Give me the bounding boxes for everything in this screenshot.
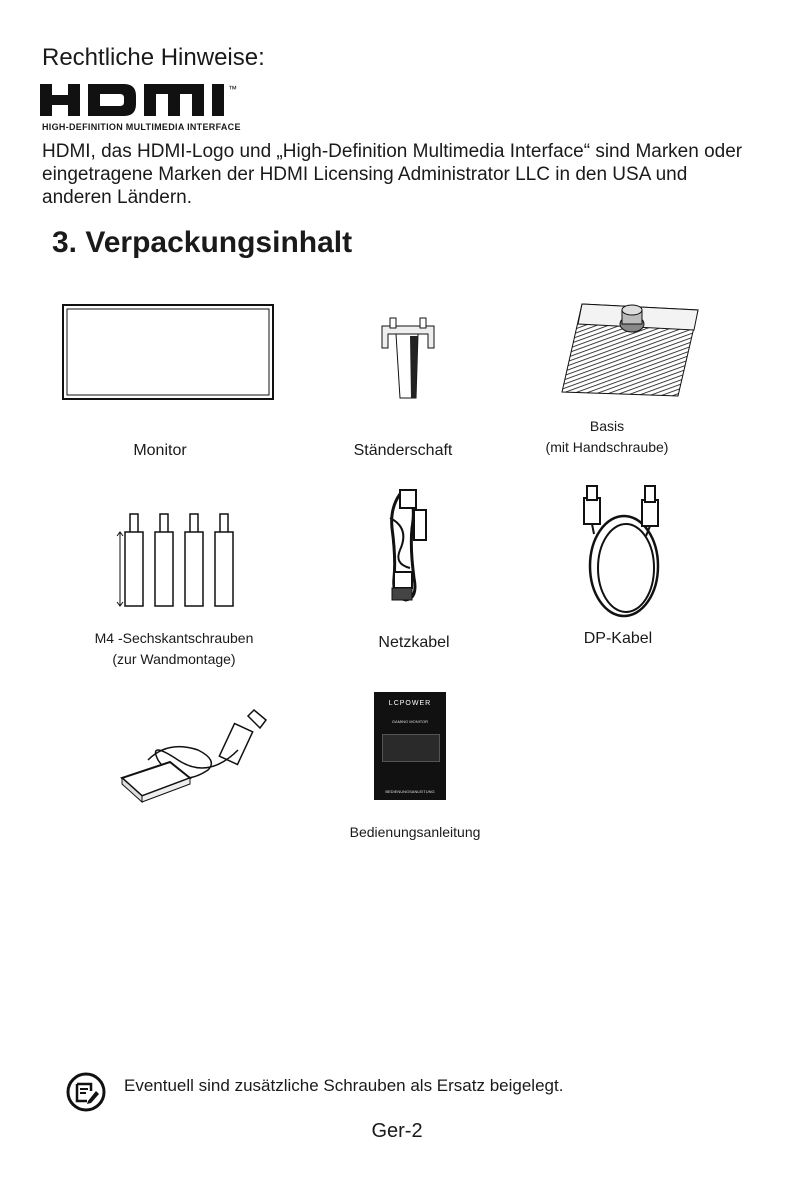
dp-cable-image bbox=[582, 484, 672, 625]
manual-brand: LCPOWER bbox=[388, 700, 432, 707]
dp-cable-caption: DP-Kabel bbox=[583, 630, 653, 647]
base-caption-line2: (mit Handschraube) bbox=[545, 439, 669, 455]
hdmi-tagline: HIGH-DEFINITION MULTIMEDIA INTERFACE bbox=[42, 122, 241, 132]
legal-heading: Rechtliche Hinweise: bbox=[42, 44, 265, 71]
manual-monitor-picture bbox=[382, 734, 440, 762]
section-title: 3. Verpackungsinhalt bbox=[52, 226, 353, 259]
adapter-image bbox=[118, 700, 268, 809]
manual-cover-footer: BEDIENUNGSANLEITUNG bbox=[385, 789, 435, 794]
manual-cover-title: GAMING MONITOR bbox=[391, 719, 429, 724]
note-edit-icon bbox=[66, 1072, 106, 1117]
screws-caption-line1: M4 -Sechskantschrauben bbox=[94, 630, 254, 646]
base-caption bbox=[520, 416, 694, 458]
legal-text: HDMI, das HDMI-Logo und „High-Definition Multimedia Interface“ sind Marken oder eingetragene Marken der HDMI Licensing Administrator LLC in den USA und anderen Ländern. bbox=[42, 141, 743, 208]
hdmi-logo bbox=[40, 82, 250, 127]
manual-caption: Bedienungsanleitung bbox=[349, 824, 481, 840]
base-caption-line1: Basis bbox=[589, 418, 625, 434]
power-cable-caption: Netzkabel bbox=[378, 634, 450, 651]
monitor-caption: Monitor bbox=[133, 442, 187, 459]
screws-image bbox=[112, 512, 242, 617]
manual-image bbox=[374, 692, 446, 800]
power-cable-image bbox=[370, 488, 440, 613]
stand-neck-image bbox=[378, 316, 438, 407]
base-image bbox=[560, 300, 702, 405]
trademark-symbol: ™ bbox=[228, 84, 237, 94]
page-number: Ger-2 bbox=[371, 1120, 423, 1142]
note-text: Eventuell sind zusätzliche Schrauben als Ersatz beigelegt. bbox=[124, 1076, 564, 1095]
screws-caption-line2: (zur Wandmontage) bbox=[112, 651, 236, 667]
monitor-image bbox=[62, 304, 274, 405]
screws-caption bbox=[74, 628, 274, 670]
stand-neck-caption: Ständerschaft bbox=[353, 442, 453, 459]
